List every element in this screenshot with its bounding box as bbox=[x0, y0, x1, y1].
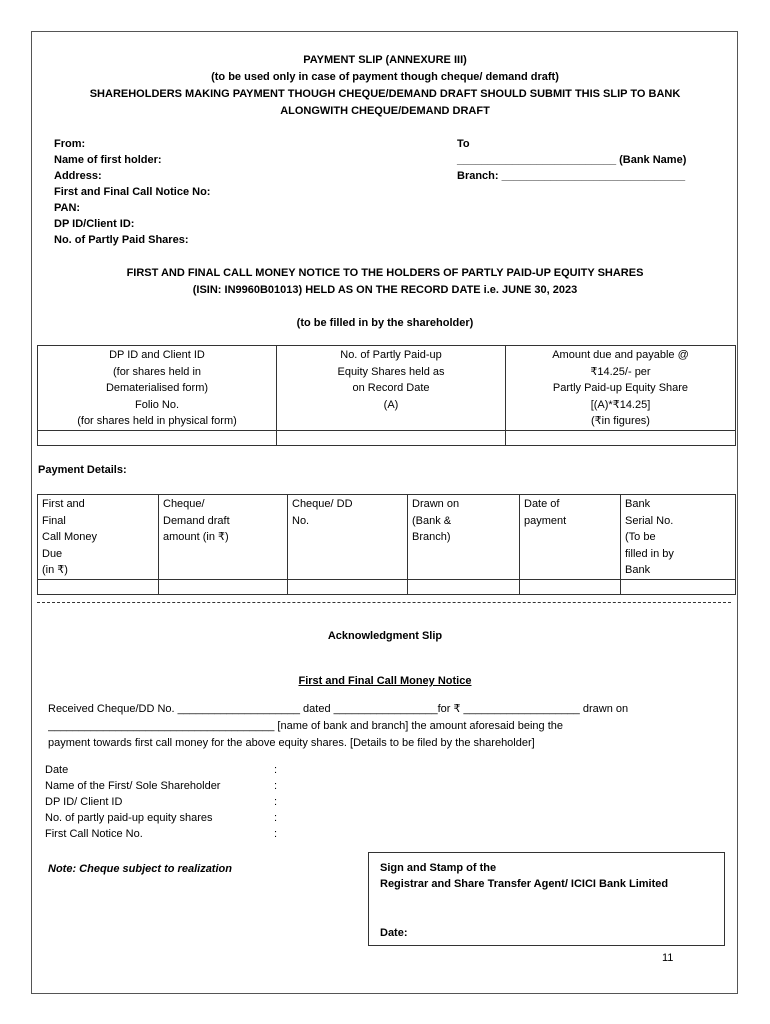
slip-title: PAYMENT SLIP (ANNEXURE III) bbox=[303, 54, 467, 66]
payment-table bbox=[37, 494, 736, 595]
amount-column-header bbox=[506, 346, 736, 431]
table-cell-line: amount (in ₹) bbox=[163, 531, 229, 543]
notice-no-label: First and Final Call Notice No: bbox=[54, 186, 211, 198]
realization-note: Note: Cheque subject to realization bbox=[48, 863, 232, 875]
table-cell-line: First and bbox=[42, 498, 85, 510]
table-cell-line: Date of bbox=[524, 498, 560, 510]
ack-paragraph-line-3: payment towards first call money for the above equity shares. [Details to be filed by the shareholder] bbox=[48, 737, 535, 749]
table-cell-line: No. bbox=[292, 514, 310, 527]
instruction-line-2: ALONGWITH CHEQUE/DEMAND DRAFT bbox=[280, 105, 490, 117]
ack-dp-id-colon: : bbox=[274, 796, 278, 808]
table-cell-line: (₹in figures) bbox=[591, 415, 650, 427]
from-label: From: bbox=[54, 138, 86, 150]
instruction-line-1: SHAREHOLDERS MAKING PAYMENT THOUGH CHEQUE/DEMAND DRAFT SHOULD SUBMIT THIS SLIP TO BANK bbox=[89, 88, 681, 100]
call-money-column-header bbox=[38, 495, 159, 580]
table-cell-line: Serial No. bbox=[625, 514, 674, 527]
payment-date-column-header bbox=[520, 495, 621, 580]
table-cell-line: Cheque/ DD bbox=[292, 498, 353, 510]
payment-table-header bbox=[38, 495, 736, 580]
table-cell-line: Due bbox=[42, 547, 63, 560]
payment-date-entry-cell[interactable] bbox=[520, 579, 621, 594]
table-cell-line: payment bbox=[524, 514, 567, 527]
holding-table bbox=[37, 345, 736, 446]
table-cell-line: Amount due and payable @ bbox=[552, 349, 689, 361]
drawn-on-entry-cell[interactable] bbox=[408, 579, 520, 594]
table-cell-line: Final bbox=[42, 514, 66, 527]
table-cell-line: Drawn on bbox=[412, 498, 460, 510]
table-cell-line: filled in by bbox=[625, 547, 674, 560]
pan-label: PAN: bbox=[54, 202, 81, 214]
ack-title: Acknowledgment Slip bbox=[327, 630, 443, 642]
address-label: Address: bbox=[54, 170, 102, 182]
branch-line: Branch: ______________________________ bbox=[457, 170, 686, 182]
payment-table-entry-row bbox=[38, 579, 736, 594]
bank-serial-column-header bbox=[621, 495, 736, 580]
table-cell-line: (in ₹) bbox=[42, 564, 68, 576]
table-cell-line: DP ID and Client ID bbox=[109, 349, 205, 361]
page-number: 11 bbox=[662, 952, 674, 964]
table-cell-line: Folio No. bbox=[134, 398, 180, 411]
stamp-line-2: Registrar and Share Transfer Agent/ ICICI Bank Limited bbox=[380, 878, 669, 890]
stamp-date-label: Date: bbox=[380, 927, 408, 939]
table-cell-line: (for shares held in physical form) bbox=[77, 415, 237, 427]
table-cell-line: Partly Paid-up Equity Share bbox=[552, 382, 689, 394]
table-cell-line: Branch) bbox=[412, 531, 451, 543]
table-cell-line: (for shares held in bbox=[112, 365, 202, 378]
table-cell-line: Dematerialised form) bbox=[105, 382, 209, 394]
table-cell-line: Bank bbox=[625, 564, 651, 576]
ack-dp-id-label: DP ID/ Client ID bbox=[45, 796, 123, 808]
ack-date-label: Date bbox=[45, 764, 69, 776]
table-cell-line: Bank bbox=[625, 498, 651, 510]
table-cell-line: Demand draft bbox=[163, 514, 230, 527]
dp-id-label: DP ID/Client ID: bbox=[54, 218, 135, 230]
table-cell-line: ₹14.25/- per bbox=[590, 365, 651, 378]
table-cell-line: Equity Shares held as bbox=[337, 365, 445, 378]
table-cell-line: (To be bbox=[625, 531, 656, 543]
to-label: To bbox=[457, 138, 470, 150]
dp-id-entry-cell[interactable] bbox=[38, 430, 277, 445]
table-cell-line: Cheque/ bbox=[163, 498, 205, 510]
holding-table-header bbox=[38, 346, 736, 431]
ack-shareholder-label: Name of the First/ Sole Shareholder bbox=[45, 780, 221, 792]
ack-subtitle: First and Final Call Money Notice bbox=[298, 675, 472, 687]
notice-heading-1: FIRST AND FINAL CALL MONEY NOTICE TO THE HOLDERS OF PARTLY PAID-UP EQUITY SHARES bbox=[126, 267, 644, 279]
table-cell-line: (Bank & bbox=[412, 514, 452, 527]
fill-note: (to be filled in by the shareholder) bbox=[296, 317, 474, 329]
notice-heading-2: (ISIN: IN9960B01013) HELD AS ON THE RECORD DATE i.e. JUNE 30, 2023 bbox=[192, 284, 578, 296]
ack-date-colon: : bbox=[274, 764, 278, 776]
ack-paragraph-line-1: Received Cheque/DD No. ____________________ dated _________________for ₹ ___________________ drawn on bbox=[48, 703, 629, 715]
table-cell-line: (A) bbox=[383, 398, 399, 411]
ack-notice-no-colon: : bbox=[274, 828, 278, 840]
ack-paragraph-line-2: _____________________________________ [name of bank and branch] the amount aforesaid being the bbox=[48, 720, 563, 732]
bank-serial-entry-cell[interactable] bbox=[621, 579, 736, 594]
drawn-on-column-header bbox=[408, 495, 520, 580]
cut-line-divider bbox=[37, 602, 731, 603]
bank-name-line: __________________________ (Bank Name) bbox=[457, 154, 687, 166]
table-cell-line: on Record Date bbox=[352, 382, 430, 394]
cheque-amount-column-header bbox=[159, 495, 288, 580]
payment-details-heading: Payment Details: bbox=[38, 464, 127, 476]
ack-shares-colon: : bbox=[274, 812, 278, 824]
cheque-amount-entry-cell[interactable] bbox=[159, 579, 288, 594]
shares-column-header bbox=[277, 346, 506, 431]
partly-paid-shares-label: No. of Partly Paid Shares: bbox=[54, 234, 189, 246]
table-cell-line: [(A)*₹14.25] bbox=[590, 398, 651, 411]
table-cell-line: Call Money bbox=[42, 531, 98, 543]
amount-entry-cell[interactable] bbox=[506, 430, 736, 445]
cheque-no-entry-cell[interactable] bbox=[288, 579, 408, 594]
dp-id-column-header bbox=[38, 346, 277, 431]
ack-shares-label: No. of partly paid-up equity shares bbox=[45, 812, 213, 824]
ack-shareholder-colon: : bbox=[274, 780, 278, 792]
first-holder-label: Name of first holder: bbox=[54, 154, 162, 166]
slip-subtitle: (to be used only in case of payment though cheque/ demand draft) bbox=[211, 71, 559, 83]
ack-notice-no-label: First Call Notice No. bbox=[45, 828, 143, 840]
table-cell-line: No. of Partly Paid-up bbox=[340, 349, 442, 361]
call-money-entry-cell[interactable] bbox=[38, 579, 159, 594]
shares-entry-cell[interactable] bbox=[277, 430, 506, 445]
cheque-no-column-header bbox=[288, 495, 408, 580]
holding-table-entry-row bbox=[38, 430, 736, 445]
stamp-line-1: Sign and Stamp of the bbox=[380, 862, 497, 874]
